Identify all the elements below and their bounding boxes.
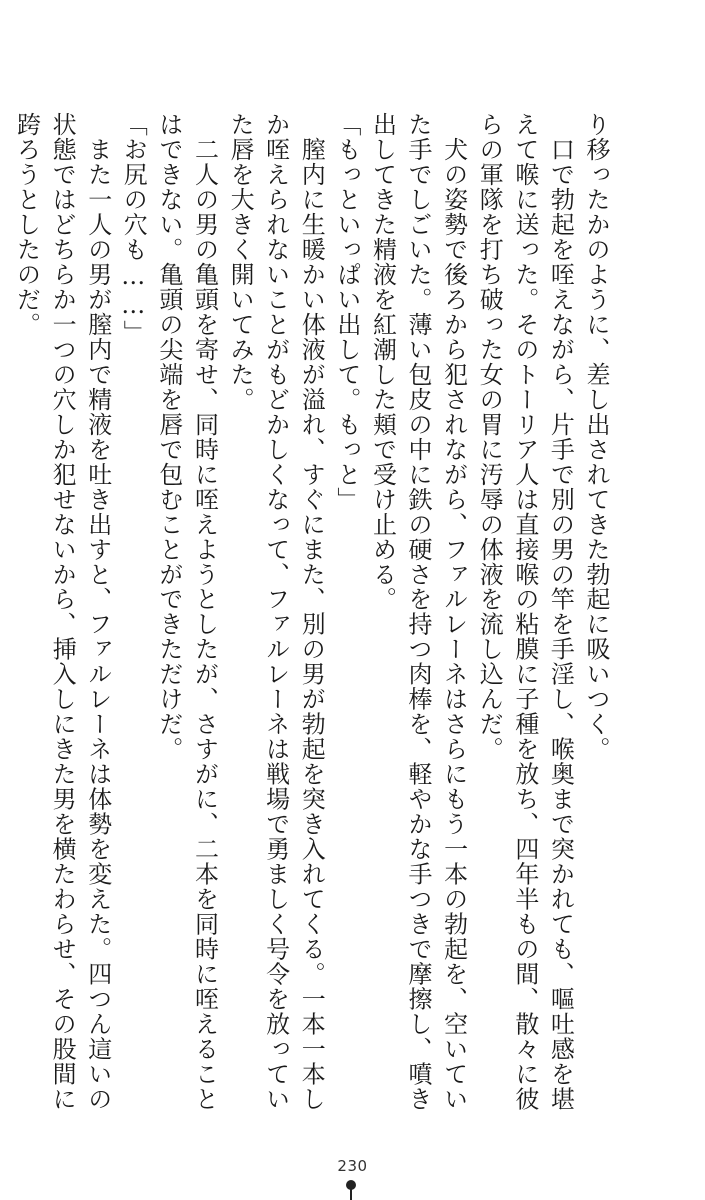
text-line: らの軍隊を打ち破った女の胃に汚辱の体液を流し込んだ。: [475, 112, 504, 762]
marker-stem: [350, 1188, 352, 1200]
text-line: えて喉に送った。そのトーリア人は直接喉の粘膜に子種を放ち、四年半もの間、散々に彼: [510, 112, 539, 1112]
page-marker-icon: [345, 1180, 357, 1200]
text-line: 口で勃起を咥えながら、片手で別の男の竿を手淫し、喉奥まで突かれても、嘔吐感を堪: [546, 112, 575, 1112]
vertical-text-body: [8, 112, 613, 1112]
text-line: か咥えられないことがもどかしくなって、ファルレーネは戦場で勇ましく号令を放ってい: [261, 112, 290, 1112]
text-line: 跨ろうとしたのだ。: [12, 112, 41, 337]
text-line: また一人の男が膣内で精液を吐き出すと、ファルレーネは体勢を変えた。四つん這いの: [83, 112, 112, 1112]
text-line: 「もっといっぱい出して。もっと」: [332, 112, 361, 512]
text-line: 状態ではどちらか一つの穴しか犯せないから、挿入しにきた男を横たわらせ、その股間に: [48, 112, 77, 1112]
text-line: た手でしごいた。薄い包皮の中に鉄の硬さを持つ肉棒を、軽やかな手つきで摩擦し、噴き: [404, 112, 433, 1112]
text-line: 膣内に生暖かい体液が溢れ、すぐにまた、別の男が勃起を突き入れてくる。一本一本し: [297, 112, 326, 1112]
text-line: 出してきた精液を紅潮した頬で受け止める。: [368, 112, 397, 612]
text-line: はできない。亀頭の尖端を唇で包むことができただけだ。: [154, 112, 183, 762]
text-line: 「お尻の穴も……」: [119, 112, 148, 345]
text-line: り移ったかのように、差し出されてきた勃起に吸いつく。: [582, 112, 610, 762]
page-number: 230: [337, 1157, 368, 1175]
text-line: た唇を大きく開いてみた。: [226, 112, 255, 412]
text-line: 犬の姿勢で後ろから犯されながら、ファルレーネはさらにもう一本の勃起を、空いてい: [439, 112, 468, 1112]
text-line: 二人の男の亀頭を寄せ、同時に咥えようとしたが、さすがに、二本を同時に咥えること: [190, 112, 219, 1112]
